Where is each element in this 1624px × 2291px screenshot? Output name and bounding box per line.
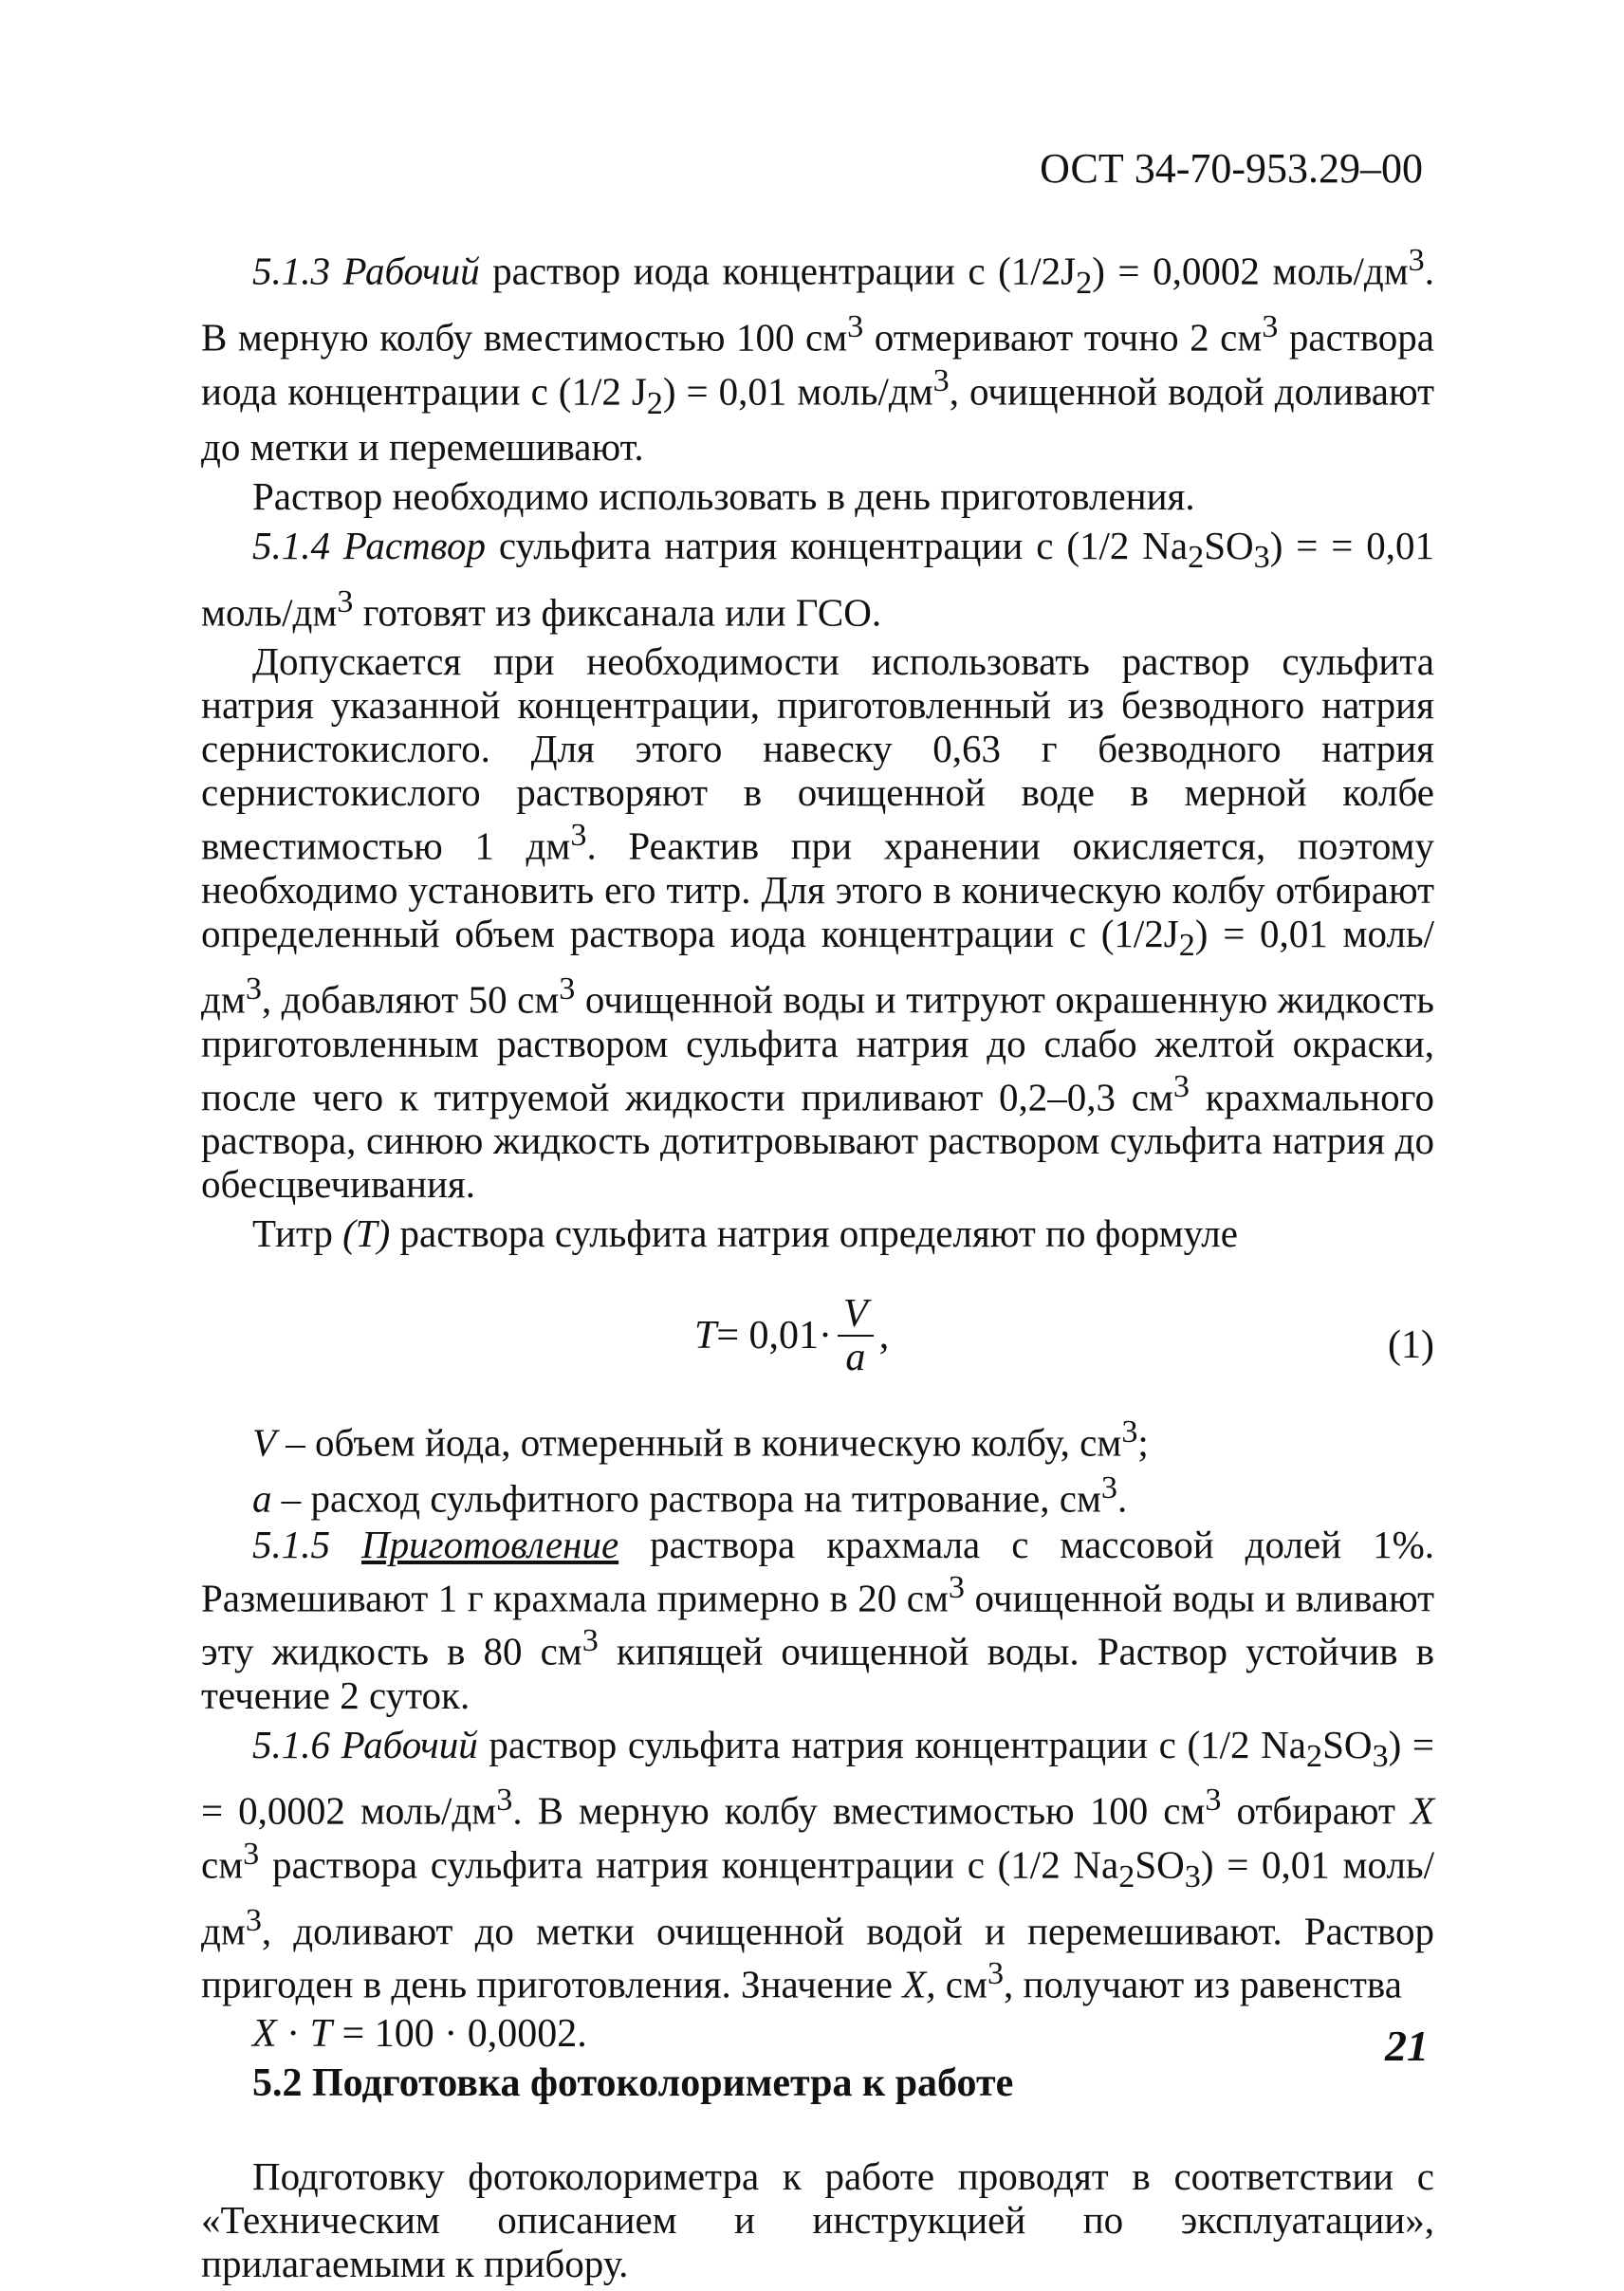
clause-lead: 5.1.4 Раствор bbox=[252, 524, 486, 568]
definition-a: a – расход сульфитного раствора на титрование, $см^3$. bbox=[252, 1470, 1128, 1521]
paragraph-5-1-3: 5.1.3 Рабочий раствор иода концентрации с $(1/2J_2) = 0,0002$ моль/$дм^3$. В мерную колбу вместимостью 100 $см^3$ отмеривают точно 2 $см^3$ раствора иода концентрации с (1/2 $J_2) = 0,01$ моль/$дм^3$, очищенной водой доливают до метки и перемешивают. bbox=[201, 243, 1434, 470]
section-title-5-2: 5.2 Подготовка фотоколориметра к работе bbox=[252, 2060, 1014, 2105]
paragraph-alternative-preparation: Допускается при необходимости использовать раствор сульфита натрия указанной концентрации, приготовленный из безводного натрия сернистокислого. Для этого навеску 0,63 г безводного натрия сернистокислого растворяют в очищенной воде в мерной колбе вместимостью 1 $дм^3$. Реактив при хранении окисляется, поэтому необходимо установить его титр. Для этого в коническую колбу отбирают определенный объем раствора иода концентрации с $(1/2J_2) = 0,01$ моль/$дм^3$, добавляют 50 $см^3$ очищенной воды и титруют окрашенную жидкость приготовленным раствором сульфита натрия до слабо желтой окраски, после чего к титруемой жидкости приливают 0,2–0,3 $см^3$ крахмального раствора, синюю жидкость дотитровывают раствором сульфита натрия до обесцвечивания. bbox=[201, 639, 1434, 1207]
document-body bbox=[201, 239, 1434, 2291]
fraction-numerator: V bbox=[838, 1293, 874, 1337]
formula-1 bbox=[201, 1282, 1434, 1394]
paragraph-5-1-4: 5.1.4 Раствор сульфита натрия концентрации с (1/2 $Na_2SO_3$) = = 0,01 моль/$дм^3$ готовят из фиксанала или ГСО. bbox=[201, 524, 1435, 635]
clause-lead: Приготовление bbox=[361, 1522, 619, 1566]
page-number: 21 bbox=[1385, 2022, 1429, 2070]
clause-number: 5.1.5 bbox=[252, 1522, 361, 1566]
paragraph-5-2: Подготовку фотоколориметра к работе проводят в соответствии с «Техническим описанием и инструкцией по эксплуатации», прилагаемыми к прибору. bbox=[201, 2153, 1434, 2285]
formula-number: (1) bbox=[1388, 1323, 1434, 1368]
clause-lead: 5.1.6 Рабочий bbox=[252, 1722, 478, 1766]
paragraph-5-1-6: 5.1.6 Рабочий раствор сульфита натрия концентрации с (1/2 $Na_2SO_3$) = = 0,0002 моль/$дм^3$. В мерную колбу вместимостью 100 $см^3$ отбирают X $см^3$ раствора сульфита натрия концентрации с (1/2 $Na_2SO_3) = 0,01$ моль/$дм^3$, доливают до метки очищенной водой и перемешивают. Раствор пригоден в день приготовления. Значение X, $см^3$, получают из равенства bbox=[201, 1722, 1434, 2006]
paragraph-titer-intro: Титр (Т) раствора сульфита натрия определяют по формуле bbox=[252, 1211, 1238, 1256]
fraction bbox=[838, 1293, 874, 1378]
paragraph-usage-note: Раствор необходимо использовать в день приготовления. bbox=[252, 474, 1195, 519]
fraction-denominator: a bbox=[845, 1336, 866, 1380]
paragraph-5-1-5: 5.1.5 Приготовление раствора крахмала с массовой долей 1%. Размешивают 1 г крахмала примерно в 20 $см^3$ очищенной воды и вливают эту жидкость в 80 $см^3$ кипящей очищенной воды. Раствор устойчив в течение 2 суток. bbox=[201, 1522, 1435, 1717]
formula-expression: Т = 0,01· $\frac{V}{a}$ , bbox=[694, 1292, 890, 1380]
definition-v: V – объем йода, отмеренный в коническую колбу, $см^3$; bbox=[252, 1414, 1149, 1465]
clause-lead: 5.1.3 Рабочий bbox=[252, 249, 480, 293]
document-code: ОСТ 34-70-953.29–00 bbox=[1040, 145, 1423, 192]
formula-2: X · T = 100 · 0,0002. bbox=[252, 2011, 587, 2056]
